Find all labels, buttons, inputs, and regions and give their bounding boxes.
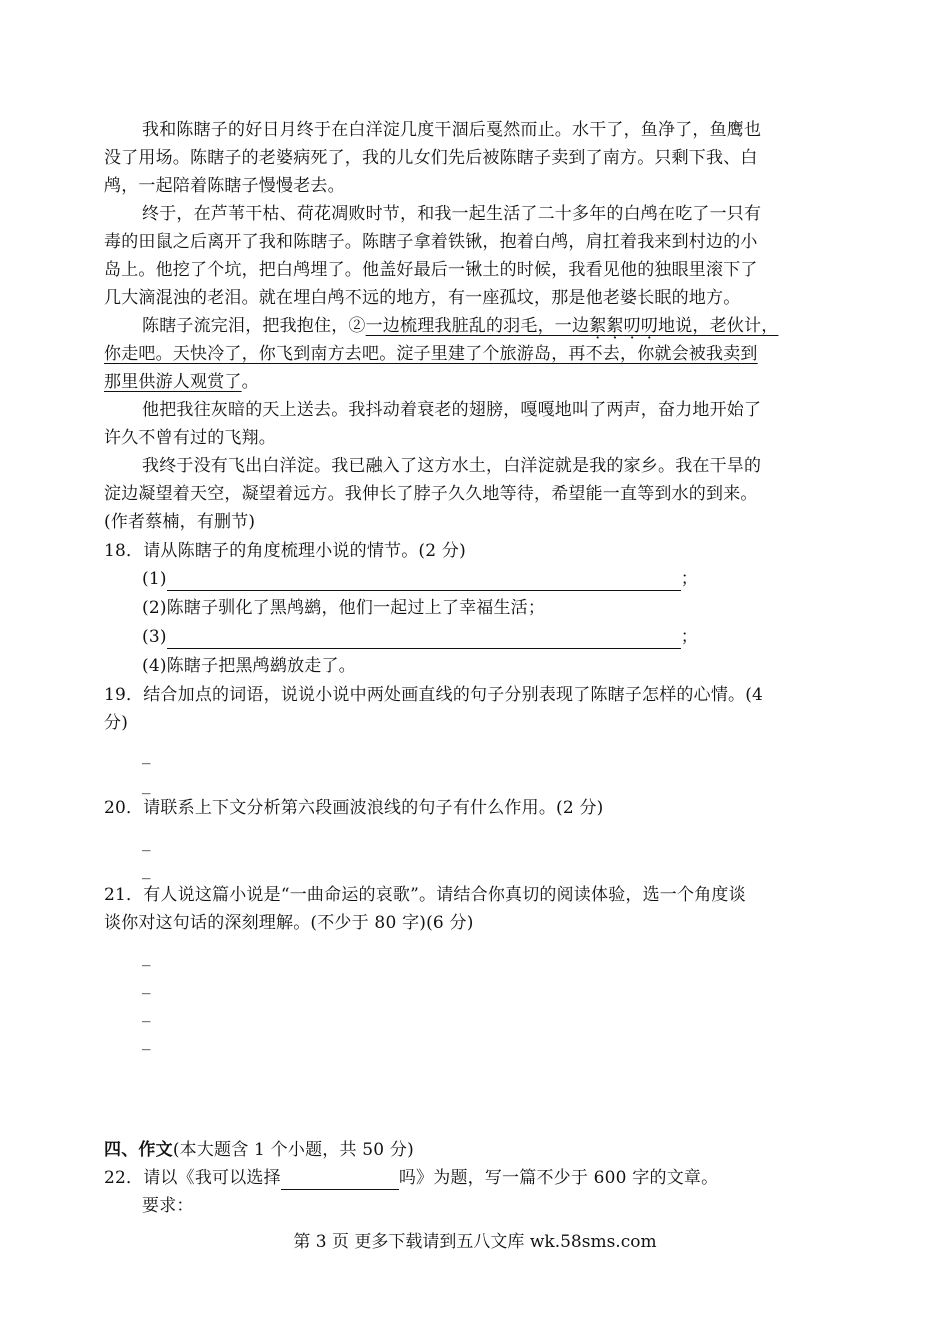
- essay-section-heading: [104, 1138, 854, 1162]
- question-21-line-2: 谈你对这句话的深刻理解。(不少于 80 字)(6 分): [104, 913, 474, 933]
- answer-line[interactable]: _: [142, 745, 151, 765]
- q22-suffix: 吗》为题，写一篇不少于 600 字的文章。: [398, 1168, 719, 1188]
- question-18: 18．请从陈瞎子的角度梳理小说的情节。(2 分): [104, 541, 466, 561]
- q18-item-1-label: (1): [142, 569, 167, 589]
- story-paragraph-3-line-1: [142, 314, 892, 338]
- essay-requirements: 要求：: [142, 1196, 194, 1216]
- dotted-char: 絮: [589, 316, 607, 336]
- title-blank[interactable]: [281, 1171, 399, 1190]
- section-title: 四、作文: [104, 1140, 173, 1160]
- period: 。: [241, 372, 259, 392]
- q18-item-2: (2)陈瞎子驯化了黑鸬鹚，他们一起过上了幸福生活；: [142, 598, 546, 618]
- underlined-sentence-part: 地说，老伙计，: [658, 316, 779, 336]
- answer-line[interactable]: _: [142, 860, 151, 880]
- semicolon: ；: [680, 627, 698, 647]
- story-paragraph-2-line-4: 几大滴混浊的老泪。就在埋白鸬不远的地方，有一座孤坟，那是他老婆长眠的地方。: [104, 288, 741, 308]
- page-footer: 第 3 页 更多下载请到五八文库 wk.58sms.com: [293, 1232, 657, 1252]
- story-paragraph-1-line-1: 我和陈瞎子的好日月终于在白洋淀几度干涸后戛然而止。水干了，鱼净了，鱼鹰也: [142, 120, 762, 140]
- semicolon: ；: [680, 569, 698, 589]
- story-paragraph-3-line-2: 你走吧。天快冷了，你飞到南方去吧。淀子里建了个旅游岛，再不去，你就会被我卖到: [104, 344, 758, 364]
- author-credit: (作者蔡楠，有删节): [104, 512, 256, 532]
- story-paragraph-3-line-3: [104, 370, 854, 394]
- dotted-char: 叨: [640, 316, 659, 336]
- question-20: 20．请联系上下文分析第六段画波浪线的句子有什么作用。(2 分): [104, 798, 604, 818]
- answer-line[interactable]: _: [142, 947, 151, 967]
- q18-item-3: [142, 625, 892, 649]
- story-paragraph-2-line-1: 终于，在芦苇干枯、荷花凋败时节，和我一起生活了二十多年的白鸬在吃了一只有: [142, 204, 762, 224]
- q22-prefix: 22．请以《我可以选择: [104, 1168, 281, 1188]
- answer-blank[interactable]: [167, 630, 681, 649]
- answer-line[interactable]: _: [142, 1031, 151, 1051]
- dotted-char: 叨: [623, 316, 641, 336]
- story-paragraph-2-line-2: 毒的田鼠之后离开了我和陈瞎子。陈瞎子拿着铁锹，抱着白鸬，肩扛着我来到村边的小: [104, 232, 758, 252]
- q18-item-3-label: (3): [142, 627, 167, 647]
- question-21-line-1: 21．有人说这篇小说是“一曲命运的哀歌”。请结合你真切的阅读体验，选一个角度谈: [104, 885, 746, 905]
- story-paragraph-1-line-2: 没了用场。陈瞎子的老婆病死了，我的儿女们先后被陈瞎子卖到了南方。只剩下我、白: [104, 148, 758, 168]
- answer-line[interactable]: _: [142, 1003, 151, 1023]
- question-19-line-2: 分): [104, 713, 129, 733]
- story-paragraph-2-line-3: 岛上。他挖了个坑，把白鸬埋了。他盖好最后一锹土的时候，我看见他的独眼里滚下了: [104, 260, 758, 280]
- story-paragraph-5-line-1: 我终于没有飞出白洋淀。我已融入了这方水土，白洋淀就是我的家乡。我在干旱的: [142, 456, 762, 476]
- question-22: [104, 1166, 854, 1190]
- answer-line[interactable]: _: [142, 975, 151, 995]
- underlined-sentence-end: 那里供游人观赏了: [104, 372, 242, 392]
- answer-blank[interactable]: [167, 572, 681, 591]
- answer-line[interactable]: _: [142, 832, 151, 852]
- story-paragraph-1-line-3: 鸬，一起陪着陈瞎子慢慢老去。: [104, 176, 345, 196]
- story-paragraph-5-line-2: 淀边凝望着天空，凝望着远方。我伸长了脖子久久地等待，希望能一直等到水的到来。: [104, 484, 758, 504]
- underlined-sentence-part: 一边梳理我脏乱的羽毛，一边: [365, 316, 590, 336]
- answer-line[interactable]: _: [142, 775, 151, 795]
- question-19-line-1: 19．结合加点的词语，说说小说中两处画直线的句子分别表现了陈瞎子怎样的心情。(4: [104, 685, 764, 705]
- story-paragraph-4-line-2: 许久不曾有过的飞翔。: [104, 428, 276, 448]
- q18-item-1: [142, 567, 892, 591]
- dotted-char: 絮: [606, 316, 624, 336]
- paragraph-3-lead: 陈瞎子流完泪，把我抱住，②: [142, 316, 366, 336]
- story-paragraph-4-line-1: 他把我往灰暗的天上送去。我抖动着衰老的翅膀，嘎嘎地叫了两声，奋力地开始了: [142, 400, 762, 420]
- section-note: (本大题含 1 个小题，共 50 分): [172, 1140, 414, 1160]
- q18-item-4: (4)陈瞎子把黑鸬鹚放走了。: [142, 656, 356, 676]
